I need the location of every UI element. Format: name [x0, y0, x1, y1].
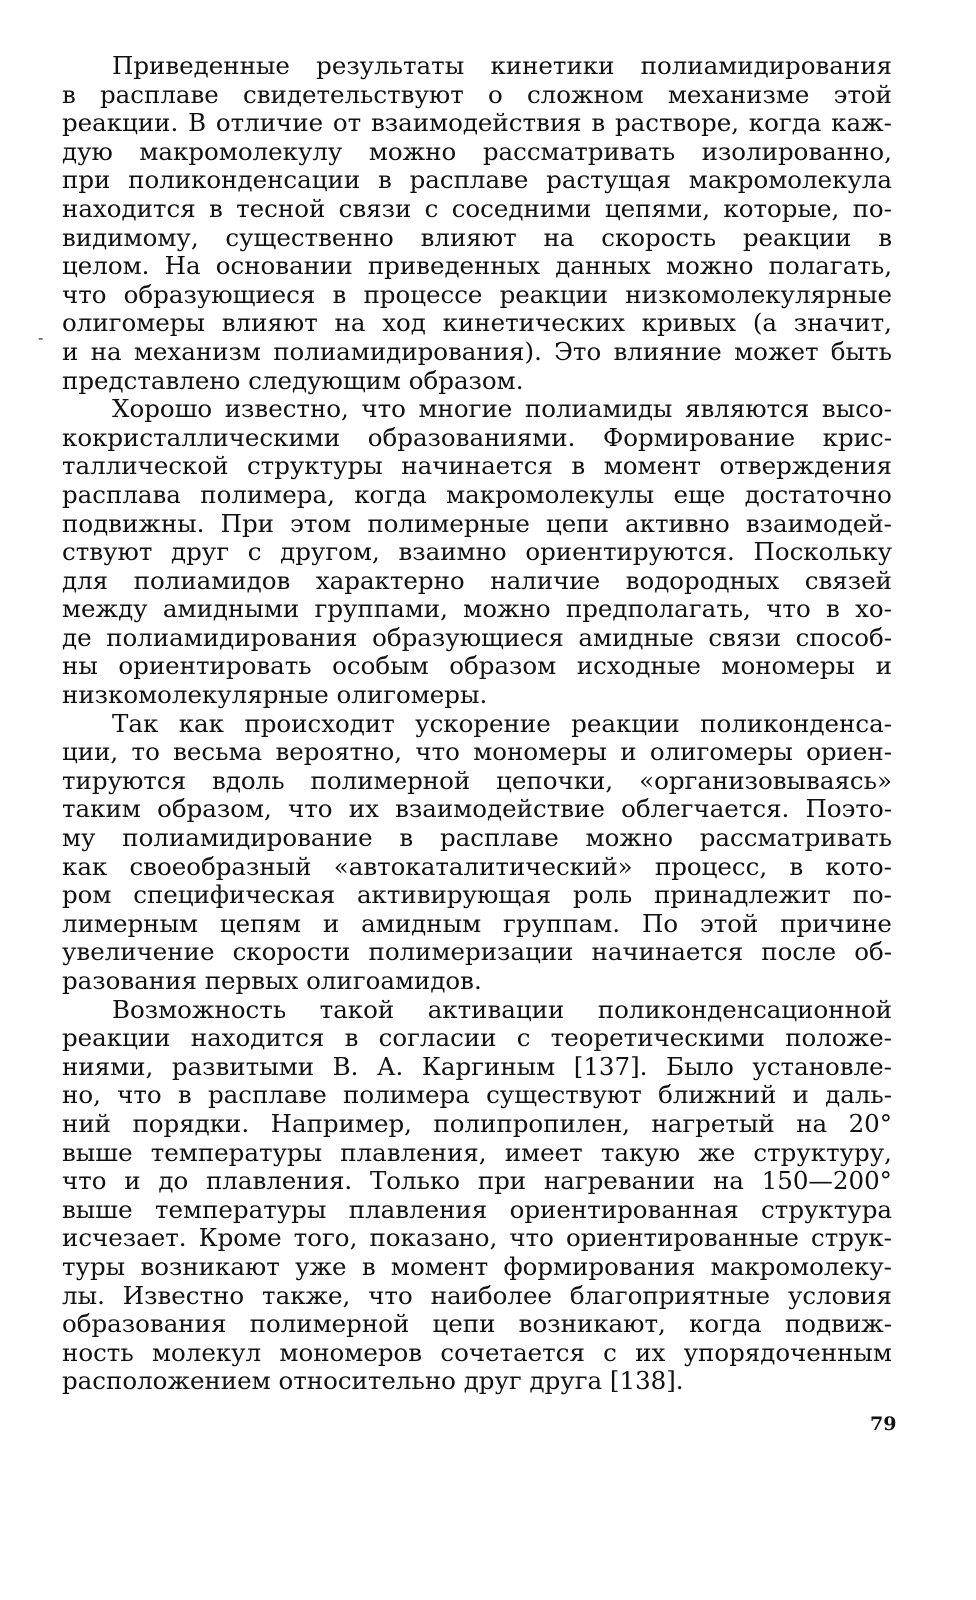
text-line: но, что в расплаве полимера существуют ближний и даль- — [62, 1080, 892, 1110]
text-line: тируются вдоль полимерной цепочки, «организовываясь» — [62, 765, 892, 795]
text-line: Так как происходит ускорение реакции поликонденса- — [112, 708, 892, 738]
paragraph — [62, 710, 892, 996]
text-line: расположением относительно друг друга [138]. — [62, 1366, 684, 1396]
margin-mark: - — [38, 328, 44, 347]
text-line: образования полимерной цепи возникают, когда подвиж- — [62, 1309, 892, 1339]
text-line: ность молекул мономеров сочетается с их упорядоченным — [62, 1337, 892, 1367]
text-line: ниями, развитыми В. А. Каргиным [137]. Было установле- — [62, 1051, 892, 1081]
paragraph — [62, 52, 892, 395]
text-line: ром специфическая активирующая роль принадлежит по- — [62, 880, 892, 910]
text-line: выше температуры плавления, имеет такую же структуру, — [62, 1137, 892, 1167]
text-block — [62, 52, 892, 1396]
text-line: ции, то весьма вероятно, что мономеры и олигомеры ориен- — [62, 737, 892, 767]
text-line: реакции. В отличие от взаимодействия в растворе, когда каж- — [62, 108, 892, 138]
text-line: исчезает. Кроме того, показано, что ориентированные струк- — [62, 1223, 892, 1253]
page-number: 79 — [870, 1413, 897, 1435]
text-line: целом. На основании приведенных данных можно полагать, — [62, 251, 892, 281]
text-line: дую макромолекулу можно рассматривать изолированно, — [62, 136, 892, 166]
text-line: ствуют друг с другом, взаимно ориентируются. Поскольку — [62, 537, 892, 567]
text-line: лы. Известно также, что наиболее благоприятные условия — [62, 1280, 892, 1310]
text-line: му полиамидирование в расплаве можно рассматривать — [62, 823, 892, 853]
text-line: ны ориентировать особым образом исходные мономеры и — [62, 651, 892, 681]
text-line: расплава полимера, когда макромолекулы еще достаточно — [62, 479, 892, 509]
text-line: увеличение скорости полимеризации начинается после об- — [62, 937, 892, 967]
text-line: реакции находится в согласии с теоретическими положе- — [62, 1023, 892, 1053]
text-line: что образующиеся в процессе реакции низкомолекулярные — [62, 279, 892, 309]
text-line: лимерным цепям и амидным группам. По этой причине — [62, 908, 892, 938]
text-line: де полиамидирования образующиеся амидные связи способ- — [62, 622, 892, 652]
text-line: находится в тесной связи с соседними цепями, которые, по- — [62, 193, 892, 223]
paragraph — [62, 996, 892, 1396]
text-line: Возможность такой активации поликонденсационной — [112, 994, 892, 1024]
text-line: что и до плавления. Только при нагревании на 150—200° — [62, 1166, 892, 1196]
text-line: Приведенные результаты кинетики полиамидирования — [112, 51, 892, 80]
text-line: таллической структуры начинается в момент отверждения — [62, 451, 892, 481]
text-line: туры возникают уже в момент формирования макромолеку- — [62, 1251, 892, 1281]
text-line: между амидными группами, можно предполагать, что в хо- — [62, 594, 892, 624]
paragraph — [62, 395, 892, 710]
text-line: разования первых олигоамидов. — [62, 966, 482, 995]
text-line: подвижны. При этом полимерные цепи активно взаимодей- — [62, 508, 892, 538]
text-line: и на механизм полиамидирования). Это влияние может быть — [62, 336, 892, 366]
text-line: низкомолекулярные олигомеры. — [62, 680, 488, 710]
text-line: как своеобразный «автокаталитический» процесс, в кото- — [62, 851, 892, 881]
text-line: выше температуры плавления ориентированная структура — [62, 1194, 892, 1224]
text-line: ний порядки. Например, полипропилен, нагретый на 20° — [62, 1108, 892, 1138]
text-line: видимому, существенно влияют на скорость реакции в — [62, 222, 892, 252]
page-body — [62, 52, 892, 1396]
text-line: олигомеры влияют на ход кинетических кривых (а значит, — [62, 308, 892, 338]
text-line: Хорошо известно, что многие полиамиды являются высо- — [112, 394, 892, 424]
text-line: представлено следующим образом. — [62, 365, 524, 395]
text-line: для полиамидов характерно наличие водородных связей — [62, 565, 892, 595]
text-line: кокристаллическими образованиями. Формирование крис- — [62, 422, 892, 452]
text-line: в расплаве свидетельствуют о сложном механизме этой — [62, 79, 892, 109]
text-line: при поликонденсации в расплаве растущая макромолекула — [62, 165, 892, 195]
text-line: таким образом, что их взаимодействие облегчается. Поэто- — [62, 794, 892, 824]
